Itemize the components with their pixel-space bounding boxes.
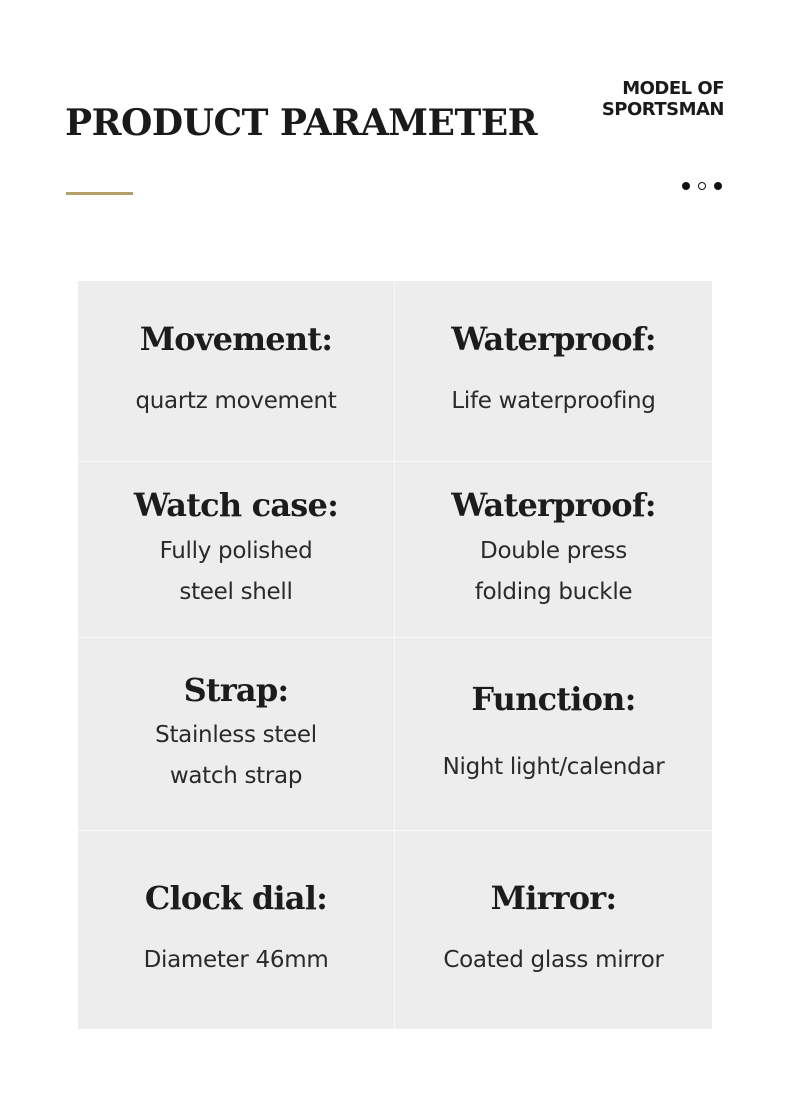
param-label: Watch case: bbox=[133, 486, 339, 525]
param-label: Mirror: bbox=[490, 879, 617, 918]
parameter-grid bbox=[78, 281, 712, 1029]
param-cell-waterproof bbox=[395, 281, 712, 462]
dot-indicator-3 bbox=[714, 182, 722, 190]
subtitle-line-2: SPORTSMAN bbox=[601, 99, 724, 120]
param-label: Waterproof: bbox=[451, 320, 656, 359]
param-cell-watch-case bbox=[78, 462, 395, 638]
dot-indicator-2 bbox=[698, 182, 706, 190]
page-title: PRODUCT PARAMETER bbox=[65, 102, 538, 144]
param-value: Stainless steel watch strap bbox=[155, 722, 317, 790]
title-accent-line bbox=[66, 192, 133, 195]
param-value: Diameter 46mm bbox=[143, 946, 329, 973]
param-label: Strap: bbox=[183, 670, 289, 709]
param-value: Night light/calendar bbox=[442, 753, 665, 780]
param-value: quartz movement bbox=[135, 387, 337, 414]
subtitle-line-1: MODEL OF bbox=[622, 78, 724, 99]
param-value: Double press folding buckle bbox=[474, 537, 633, 605]
param-cell-buckle bbox=[395, 462, 712, 638]
model-subtitle bbox=[602, 78, 724, 120]
param-value: Coated glass mirror bbox=[443, 946, 664, 973]
param-cell-clock-dial bbox=[78, 831, 395, 1029]
pagination-dots bbox=[682, 182, 722, 190]
param-cell-strap bbox=[78, 638, 395, 831]
param-label: Clock dial: bbox=[144, 879, 328, 918]
param-label: Movement: bbox=[139, 320, 333, 359]
dot-indicator-1 bbox=[682, 182, 690, 190]
param-cell-mirror bbox=[395, 831, 712, 1029]
param-label: Function: bbox=[471, 680, 636, 719]
param-label: Waterproof: bbox=[451, 486, 656, 525]
param-cell-function bbox=[395, 638, 712, 831]
param-value: Life waterproofing bbox=[451, 387, 656, 414]
param-value: Fully polished steel shell bbox=[159, 537, 313, 605]
param-cell-movement bbox=[78, 281, 395, 462]
